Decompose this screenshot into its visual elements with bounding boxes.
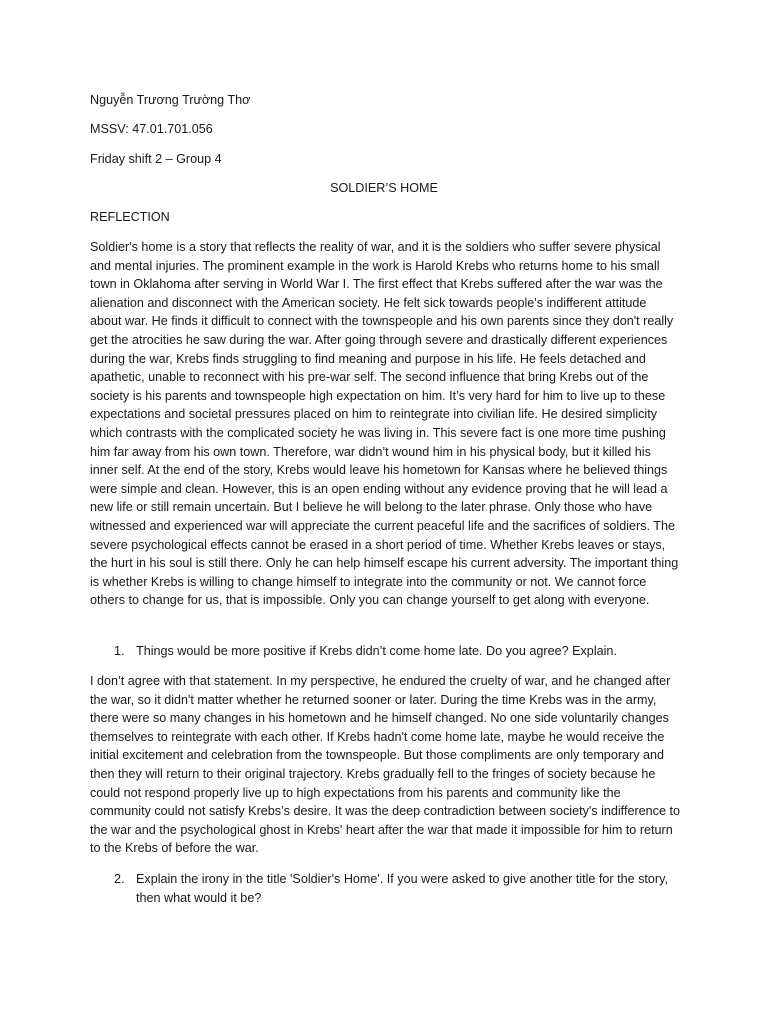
question-2-text: Explain the irony in the title 'Soldier's Home'. If you were asked to give another title for the story, then what would it be? [136, 872, 668, 905]
question-1-number: 1. [114, 644, 125, 658]
class-group: Friday shift 2 – Group 4 [90, 152, 222, 166]
question-2-number: 2. [114, 872, 125, 886]
answer-1-paragraph: I don’t agree with that statement. In my perspective, he endured the cruelty of war, and he changed after the war, so it didn't matter whether he returned sooner or later. During the time Krebs was in the army, there were so many changes in his hometown and he himself changed. No one side voluntarily changes themselves to reintegrate with each other. If Krebs hadn't come home late, maybe he would receive the initial excitement and celebration from the townspeople. But those compliments are only temporary and then they will return to their original trajectory. Krebs gradually fell to the fringes of society because he could not respond properly live up to high expectations from his parents and community like the community could not satisfy Krebs’s desire. It was the deep contradiction between society's indifference to the war and the psychological ghost in Krebs' heart after the war that made it impossible for him to return to the Krebs of before the war. [90, 674, 680, 856]
question-2 [114, 870, 684, 907]
question-1 [114, 642, 684, 661]
author-name: Nguyễn Trương Trường Thơ [90, 93, 251, 107]
question-1-text: Things would be more positive if Krebs didn’t come home late. Do you agree? Explain. [136, 644, 617, 658]
student-id: MSSV: 47.01.701.056 [90, 122, 213, 136]
document-title: SOLDIER’S HOME [330, 181, 438, 195]
reflection-paragraph: Soldier's home is a story that reflects the reality of war, and it is the soldiers who suffer severe physical and mental injuries. The prominent example in the work is Harold Krebs who returns home to his small town in Oklahoma after serving in World War I. The first effect that Krebs suffered after the war was the alienation and disconnect with the American society. He felt sick towards people's indifferent attitude about war. He finds it difficult to connect with the townspeople and his own parents since they don't really get the atrocities he saw during the war. After going through severe and drastically different experiences during the war, Krebs finds struggling to find meaning and purpose in his life. He feels detached and apathetic, unable to reconnect with his pre-war self. The second influence that bring Krebs out of the society is his parents and townspeople high expectation on him. It’s very hard for him to live up to these expectations and societal pressures placed on him to reintegrate into civilian life. He desired simplicity which contrasts with the complicated society he was living in. This severe fact is one more time pushing him far away from his own town. Therefore, war didn’t wound him in his physical body, but it killed his inner self. At the end of the story, Krebs would leave his hometown for Kansas where he believed things were simple and clean. However, this is an open ending without any evidence proving that he will lead a new life or still remain uncertain. But I believe he will belong to the later phrase. Only those who have witnessed and experienced war will appreciate the current peaceful life and the sacrifices of soldiers. The severe psychological effects cannot be erased in a short period of time. Whether Krebs leaves or stays, the hurt in his soul is still there. Only he can help himself escape his current adversity. The important thing is whether Krebs is willing to change himself to integrate into the community or not. We cannot force others to change for us, that is impossible. Only you can change yourself to get along with everyone. [90, 240, 679, 608]
section-heading: REFLECTION [90, 210, 170, 224]
